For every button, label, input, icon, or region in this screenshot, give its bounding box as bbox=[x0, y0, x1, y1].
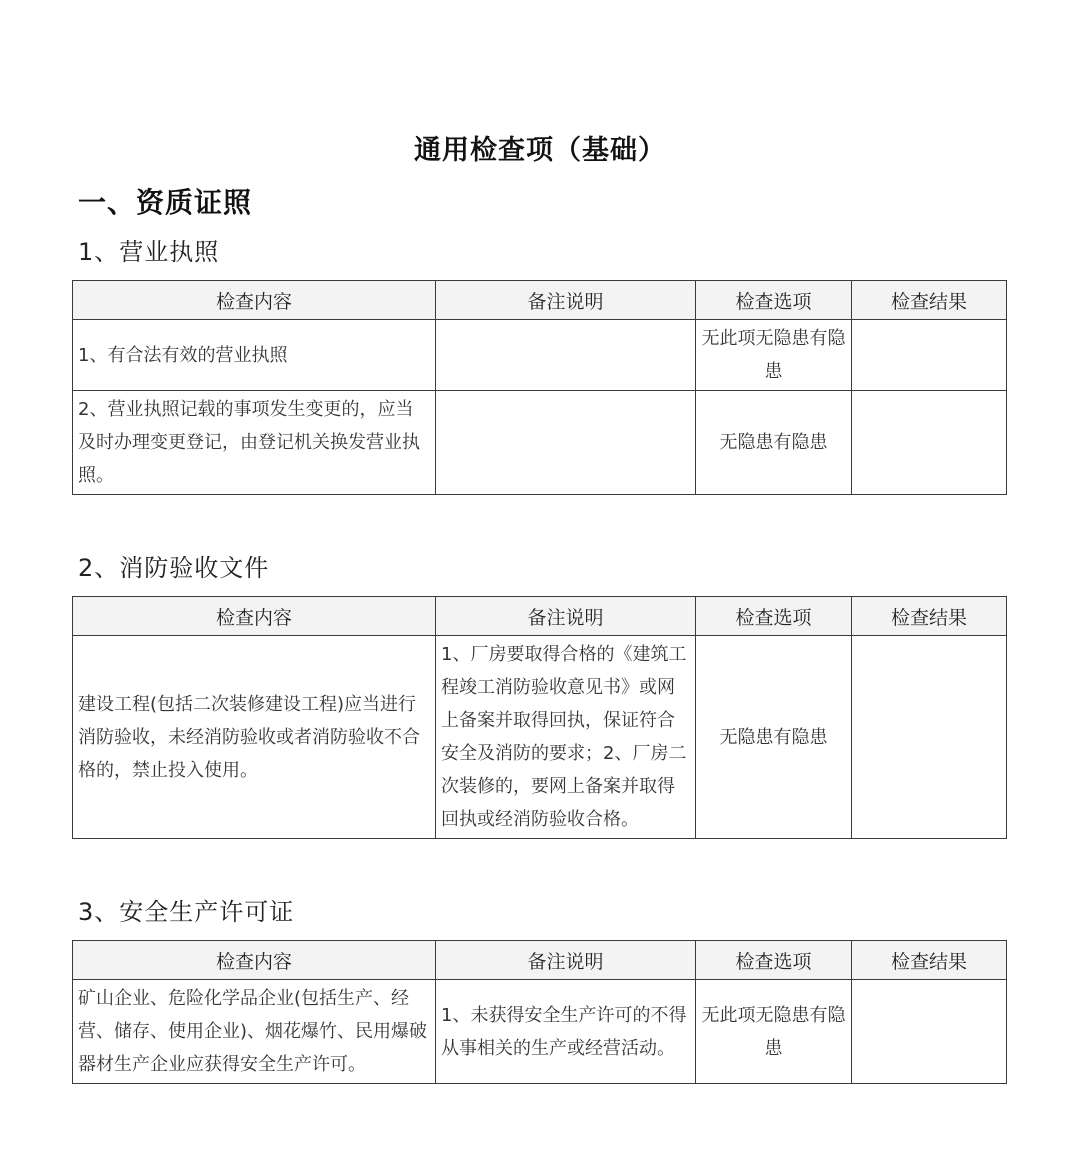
safety-permit-table bbox=[72, 940, 1007, 1084]
table-row bbox=[73, 391, 1007, 495]
check-content-cell: 2、营业执照记载的事项发生变更的，应当及时办理变更登记，由登记机关换发营业执照。 bbox=[73, 391, 436, 495]
table-header-row bbox=[73, 281, 1007, 320]
check-result-cell[interactable] bbox=[852, 636, 1007, 839]
check-option-cell[interactable]: 无此项无隐患有隐患 bbox=[696, 980, 852, 1084]
check-result-cell[interactable] bbox=[852, 980, 1007, 1084]
column-header-note: 备注说明 bbox=[436, 281, 696, 320]
column-header-result: 检查结果 bbox=[852, 597, 1007, 636]
table-row bbox=[73, 320, 1007, 391]
check-content-cell: 矿山企业、危险化学品企业(包括生产、经营、储存、使用企业)、烟花爆竹、民用爆破器材生产企业应获得安全生产许可。 bbox=[73, 980, 436, 1084]
subsection-title-business-license: 1、营业执照 bbox=[78, 238, 220, 266]
business-license-table bbox=[72, 280, 1007, 495]
page-title: 通用检查项（基础） bbox=[414, 135, 666, 166]
check-content-cell: 1、有合法有效的营业执照 bbox=[73, 320, 436, 391]
column-header-option: 检查选项 bbox=[696, 597, 852, 636]
check-result-cell[interactable] bbox=[852, 391, 1007, 495]
column-header-note: 备注说明 bbox=[436, 597, 696, 636]
column-header-note: 备注说明 bbox=[436, 941, 696, 980]
check-content-cell: 建设工程(包括二次装修建设工程)应当进行消防验收，未经消防验收或者消防验收不合格的，禁止投入使用。 bbox=[73, 636, 436, 839]
note-cell bbox=[436, 320, 696, 391]
column-header-option: 检查选项 bbox=[696, 941, 852, 980]
column-header-result: 检查结果 bbox=[852, 941, 1007, 980]
table-row bbox=[73, 980, 1007, 1084]
table-header-row bbox=[73, 597, 1007, 636]
column-header-option: 检查选项 bbox=[696, 281, 852, 320]
table-row bbox=[73, 636, 1007, 839]
check-option-cell[interactable]: 无隐患有隐患 bbox=[696, 391, 852, 495]
note-cell bbox=[436, 391, 696, 495]
table-header-row bbox=[73, 941, 1007, 980]
check-result-cell[interactable] bbox=[852, 320, 1007, 391]
column-header-content: 检查内容 bbox=[73, 281, 436, 320]
column-header-result: 检查结果 bbox=[852, 281, 1007, 320]
subsection-title-fire-acceptance: 2、消防验收文件 bbox=[78, 554, 270, 582]
check-option-cell[interactable]: 无隐患有隐患 bbox=[696, 636, 852, 839]
section-title: 一、资质证照 bbox=[78, 186, 253, 219]
note-cell: 1、未获得安全生产许可的不得从事相关的生产或经营活动。 bbox=[436, 980, 696, 1084]
column-header-content: 检查内容 bbox=[73, 941, 436, 980]
fire-acceptance-table bbox=[72, 596, 1007, 839]
subsection-title-safety-permit: 3、安全生产许可证 bbox=[78, 898, 295, 926]
note-cell: 1、厂房要取得合格的《建筑工程竣工消防验收意见书》或网上备案并取得回执，保证符合安全及消防的要求；2、厂房二次装修的，要网上备案并取得回执或经消防验收合格。 bbox=[436, 636, 696, 839]
check-option-cell[interactable]: 无此项无隐患有隐患 bbox=[696, 320, 852, 391]
column-header-content: 检查内容 bbox=[73, 597, 436, 636]
